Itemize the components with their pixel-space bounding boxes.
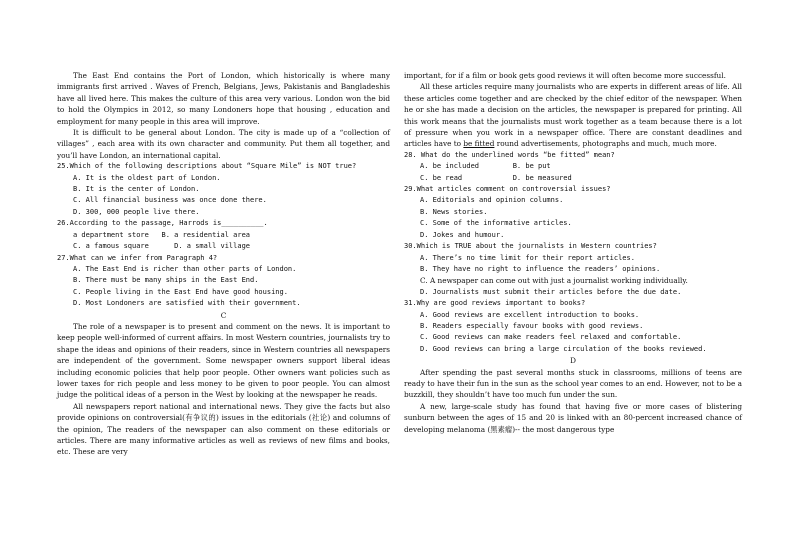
question-25-option-b: B. It is the center of London. [73, 185, 200, 194]
passage-c-paragraph-2: All newspapers report national and international news. They give the facts but also provide opinions on controversial(有争议的) issues in the editorials (社论) and columns of the opinion, The readers of the newspaper can also comment on these editorials or articles. There are many informative articles as well as reviews of new films and books, etc. These are very [57, 401, 390, 457]
question-26: 26.According to the passage, Harrods is__________. [57, 219, 268, 228]
question-31-option-b: B. Readers especially favour books with good reviews. [420, 321, 644, 330]
passage-b-paragraph-1: The East End contains the Port of London, which historically is where many immigrants first arrived . Waves of French, Belgians, Jews, Pakistanis and Bangladeshis have all lived here. This makes the culture of this area very various. London won the bid to hold the Olympics in 2012, so many Londoners hope that housing , education and employment for many people in this area will improve. [57, 71, 390, 126]
left-column [57, 70, 390, 458]
question-25-option-a: A. It is the oldest part of London. [73, 173, 221, 182]
question-31-option-c: C. Good reviews can make readers feel relaxed and comfortable. [420, 333, 682, 342]
question-26-options-ab: a department store B. a residential area [73, 230, 251, 239]
question-25-option-c: C. All financial business was once done there. [73, 196, 267, 205]
question-27: 27.What can we infer from Paragraph 4? [57, 253, 218, 262]
passage-c-paragraph-3-text-a: All these articles require many journalists who are experts in different areas of life. All these articles come together and are checked by the chief editor of the newspaper. When he or she has made a decision on the articles, the newspaper is prepared for printing. All this work means that the journalists must work together as a team because there is a lot of pressure when you work in a newspaper office. There are constant deadlines and articles have to [404, 82, 742, 149]
question-27-option-c: C. People living in the East End have good housing. [73, 287, 288, 296]
question-30-option-a: A. There’s no time limit for their report articles. [420, 253, 635, 262]
question-29-option-d: D. Jokes and humour. [420, 230, 505, 239]
question-30: 30.Which is TRUE about the journalists in Western countries? [404, 242, 657, 251]
underlined-words: be fitted [463, 139, 495, 149]
passage-c-paragraph-1: The role of a newspaper is to present and comment on the news. It is important to keep people well-informed of current affairs. In most Western countries, journalists try to shape the ideas and opinions of their readers, since in Western countries all newspapers are independent of the government. Some newspaper owners support liberal ideas including economic policies that help poor people. Other owners want policies such as lower taxes for rich people and less money to be given to poor people. You can almost judge the political ideas of a person in the West by looking at the newspaper he reads. [57, 321, 390, 400]
question-29: 29.What articles comment on controversial issues? [404, 185, 611, 194]
question-27-option-d: D. Most Londoners are satisfied with their government. [73, 299, 301, 308]
question-25-option-d: D. 300, 000 people live there. [73, 207, 200, 216]
question-28-options-cd: C. be read D. be measured [420, 173, 572, 182]
question-30-option-b: B. They have no right to influence the readers’ opinions. [420, 264, 661, 273]
question-27-option-b: B. There must be many ships in the East End. [73, 276, 259, 285]
passage-d-paragraph-2: A new, large-scale study has found that having five or more cases of blistering sunburn between the ages of 15 and 20 is linked with an 80-percent increased chance of developing melanoma (黑素瘤)-- the most dangerous type [404, 401, 742, 434]
question-28: 28. What do the underlined words “be fitted” mean? [404, 150, 615, 159]
right-column [404, 70, 742, 435]
question-31: 31.Why are good reviews important to books? [404, 299, 586, 308]
passage-c-paragraph-3-text-b: round advertisements, photographs and much, much more. [494, 139, 717, 149]
question-30-option-d: D. Journalists must submit their articles before the due date. [420, 287, 682, 296]
question-29-option-c: C. Some of the informative articles. [420, 219, 572, 228]
question-30-option-c: C. A newspaper can come out with just a journalist working individually. [420, 276, 688, 286]
question-31-option-d: D. Good reviews can bring a large circulation of the books reviewed. [420, 344, 707, 353]
question-28-options-ab: A. be included B. be put [420, 162, 551, 171]
question-25: 25.Which of the following descriptions about “Square Mile” is NOT true? [57, 162, 357, 171]
question-29-option-a: A. Editorials and opinion columns. [420, 196, 564, 205]
question-27-option-a: A. The East End is richer than other parts of London. [73, 264, 297, 273]
passage-c-paragraph-2-continued: important, for if a film or book gets good reviews it will often become more successful. [404, 71, 726, 80]
question-26-options-cd: C. a famous square D. a small village [73, 242, 251, 251]
passage-b-paragraph-2: It is difficult to be general about London. The city is made up of a “collection of villages” , each area with its own character and community. Put them all together, and you’ll have London, an international capital. [57, 128, 390, 160]
question-31-option-a: A. Good reviews are excellent introduction to books. [420, 310, 640, 319]
passage-c-paragraph-3 [404, 81, 742, 149]
passage-d-paragraph-1: After spending the past several months stuck in classrooms, millions of teens are ready to have their fun in the sun as the school year comes to an end. However, not to be a buzzkill, they shouldn’t have too much fun under the sun. [404, 367, 742, 400]
question-29-option-b: B. News stories. [420, 207, 488, 216]
section-d-heading: D [570, 356, 576, 366]
section-c-heading: C [220, 310, 227, 320]
